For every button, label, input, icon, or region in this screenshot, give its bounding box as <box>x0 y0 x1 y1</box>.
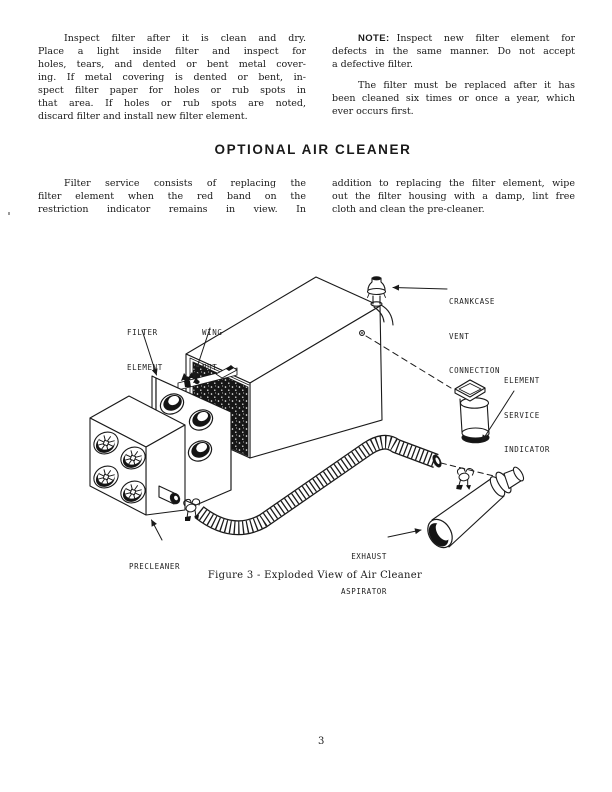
text-line: filter element when the red band on the <box>38 191 306 202</box>
section-heading: OPTIONAL AIR CLEANER <box>214 142 412 157</box>
figure-caption: Figure 3 - Exploded View of Air Cleaner <box>207 570 423 581</box>
arrow-exhaust-aspirator <box>388 530 421 537</box>
label-line: ELEMENT <box>504 376 540 385</box>
text-line: Filter service consists of replacing the <box>64 178 306 189</box>
text-line: that area. If holes or rub spots are noted, <box>38 98 306 109</box>
text-line: holes, tears, and dented or bent metal cover- <box>38 59 306 70</box>
text-line: addition to replacing the filter element, wipe <box>332 178 575 189</box>
exhaust-aspirator <box>423 466 526 553</box>
label-line: VENT <box>449 331 470 341</box>
label-line: CONNECTION <box>449 366 501 375</box>
label-line: EXHAUST <box>351 552 387 561</box>
diagram-label-precleaner <box>129 538 180 596</box>
text-line: Inspect filter after it is clean and dry. <box>64 33 306 44</box>
text-line: spect filter paper for holes or rub spots in <box>38 85 306 96</box>
diagram-label-crankcase-vent <box>449 273 500 400</box>
text-line: a defective filter. <box>332 59 414 70</box>
text-line: ever occurs first. <box>332 106 414 117</box>
text-line: discard filter and install new filter element. <box>38 111 248 122</box>
label-line: NUT <box>202 362 218 372</box>
page-number: 3 <box>318 736 325 747</box>
text-line: been cleaned six times or once a year, which <box>332 93 575 104</box>
label-line: FILTER <box>127 328 158 337</box>
text-line: out the filter housing with a damp, lint free <box>332 191 575 202</box>
arrow-crankcase-vent <box>393 288 447 290</box>
text-line: Place a light inside filter and inspect for <box>38 46 306 57</box>
diagram-label-wing-nut <box>202 304 222 396</box>
text-line: restriction indicator remains in view. In <box>38 204 306 215</box>
text-line: ing. If metal covering is dented or bent, in- <box>38 72 306 83</box>
label-line: WING <box>202 328 223 337</box>
label-line: PRECLEANER <box>129 562 181 571</box>
diagram-label-element-service-indicator <box>504 352 550 479</box>
label-line: ASPIRATOR <box>341 586 388 596</box>
label-line: SERVICE <box>504 410 540 420</box>
note-label: NOTE: <box>358 33 390 44</box>
flexible-hose <box>199 442 443 528</box>
label-line: INDICATOR <box>504 445 551 454</box>
label-line: CRANKCASE <box>449 297 496 306</box>
arrow-precleaner <box>152 520 163 540</box>
text-line: defects in the same manner. Do not accept <box>332 46 575 57</box>
text-line: cloth and clean the pre-cleaner. <box>332 204 485 215</box>
note-text: Inspect new filter element for <box>396 33 575 44</box>
label-line: ELEMENT <box>127 362 163 372</box>
diagram-label-filter-element <box>127 304 163 396</box>
text-line: The filter must be replaced after it has <box>358 80 575 91</box>
scan-artifact-dot <box>8 212 10 215</box>
